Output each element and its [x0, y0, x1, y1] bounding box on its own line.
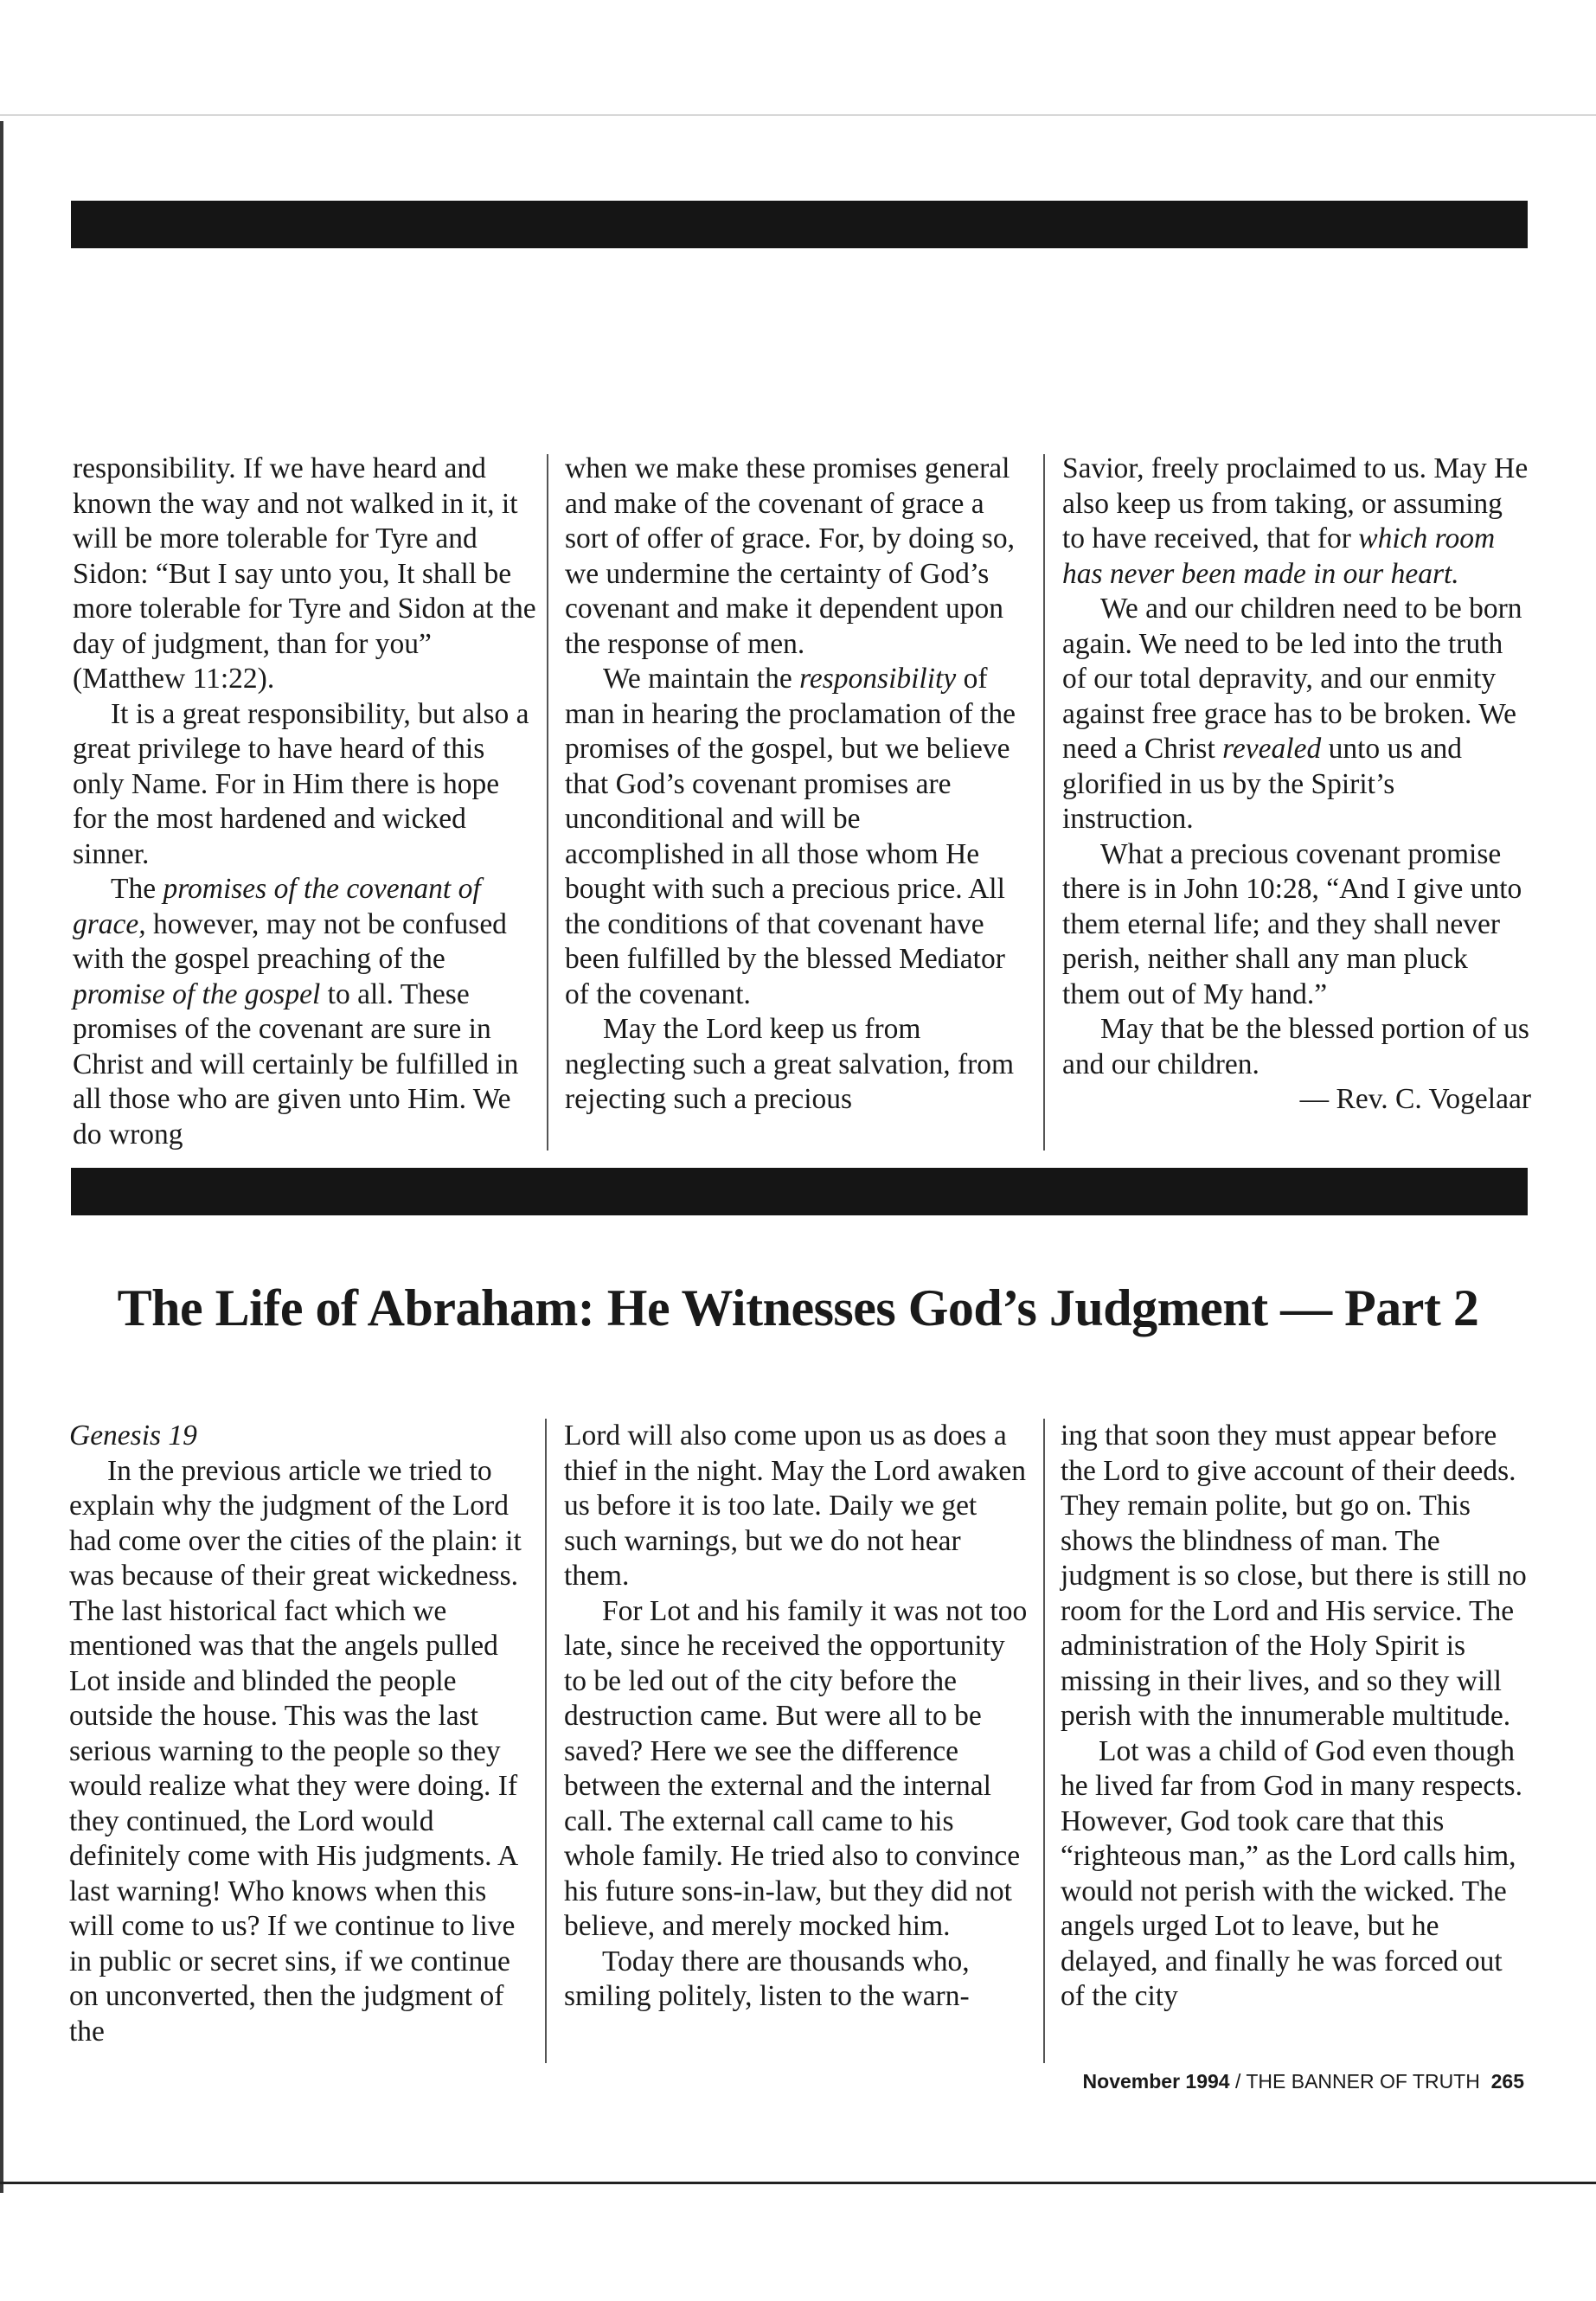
column-divider [1043, 454, 1045, 1150]
article-column-3 [1061, 1419, 1532, 2015]
scan-edge-left [0, 121, 3, 2193]
paragraph: What a precious covenant promise there is in John 10:28, “And I give unto them eternal life; and they shall never perish, neither shall any man pluck them out of My hand.” [1062, 837, 1522, 1010]
article-title: The Life of Abraham: He Witnesses God’s Judgment — Part 2 [117, 1279, 1479, 1336]
top-column-2 [565, 452, 1023, 1118]
page-number: 265 [1490, 2070, 1524, 2093]
paragraph: Lord will also come upon us as does a thief in the night. May the Lord awaken us before it is too late. Daily we get such warnings, but we do not hear them. [564, 1420, 1026, 1592]
top-column-1 [73, 452, 540, 1152]
section-divider-bar [71, 1168, 1528, 1215]
article-column-1 [69, 1419, 536, 2049]
paragraph: Savior, freely proclaimed to us. May He also keep us from taking, or assuming to have received, that for which room has never been made in our heart. [1062, 452, 1529, 590]
paragraph: when we make these promises general and make of the covenant of grace a sort of offer of grace. For, by doing so, we undermine the certainty of God’s covenant and make it dependent upon the response of men. [565, 452, 1015, 660]
author-signature: — Rev. C. Vogelaar [1299, 1083, 1531, 1115]
column-divider [545, 1419, 547, 2063]
paragraph: Lot was a child of God even though he lived far from God in many respects. However, God took care that this “righteous man,” as the Lord calls him, would not perish with the wicked. The angels urged Lot to leave, but he delayed, and finally he was forced out of the city [1061, 1734, 1522, 2012]
scan-edge-top [0, 114, 1596, 116]
paragraph: May that be the blessed portion of us and our children. [1062, 1013, 1529, 1080]
page-footer [1083, 2070, 1524, 2093]
top-decorative-bar [71, 201, 1528, 248]
paragraph: Today there are thousands who, smiling politely, listen to the warn- [564, 1945, 970, 2012]
issue-date: November 1994 [1082, 2070, 1230, 2093]
column-divider [547, 454, 548, 1150]
footer-separator: / [1229, 2070, 1247, 2093]
publication-name: THE BANNER OF TRUTH [1246, 2070, 1480, 2093]
paragraph: responsibility. If we have heard and known the way and not walked in it, it will be more tolerable for Tyre and Sidon: “But I say unto you, It shall be more tolerable for Tyre and Sidon at the day of judgment, than for you” (Matthew 11:22). [73, 452, 536, 695]
paragraph: In the previous article we tried to explain why the judgment of the Lord had come over the cities of the plain: it was because of their great wickedness. The last historical fact which we mentioned was that the angels pulled Lot inside and blinded the people outside the house. This was the last serious warning to the people so they would realize what they were doing. If they continued, the Lord would definitely come with His judgments. A last warning! Who knows when this will come to us? If we continue to live in public or secret sins, if we continue on unconverted, then the judgment of the [69, 1454, 522, 2048]
paragraph: It is a great responsibility, but also a great privilege to have heard of this only Name. For in Him there is hope for the most hardened and wicked sinner. [73, 697, 529, 870]
paragraph: For Lot and his family it was not too late, since he received the opportunity to be led out of the city before the destruction came. But were all to be saved? Here we see the difference between the external and the internal call. The external call came to his whole family. He tried also to convince his future sons-in-law, but they did not believe, and merely mocked him. [564, 1594, 1028, 1942]
scan-edge-bottom [0, 2182, 1596, 2184]
scripture-reference: Genesis 19 [69, 1420, 197, 1452]
top-column-3 [1062, 452, 1531, 1118]
paragraph: We and our children need to be born again. We need to be led into the truth of our total depravity, and our enmity against free grace has to be broken. We need a Christ revealed unto us and glorified in us by the Spirit’s instruction. [1062, 593, 1522, 835]
paragraph: ing that soon they must appear before the Lord to give account of their deeds. They remain polite, but go on. This shows the blindness of man. The judgment is so close, but there is still no room for the Lord and His service. The administration of the Holy Spirit is missing in their lives, and so they will perish with the innumerable multitude. [1061, 1420, 1527, 1732]
paragraph: We maintain the responsibility of man in hearing the proclamation of the promises of the gospel, but we believe that God’s covenant promises are unconditional and will be accomplished in all those whom He bought with such a precious price. All the conditions of that covenant have been fulfilled by the blessed Mediator of the covenant. [565, 663, 1016, 1010]
paragraph: The promises of the covenant of grace, however, may not be confused with the gospel preaching of the promise of the gospel to all. These promises of the covenant are sure in Christ and will certainly be fulfilled in all those who are given unto Him. We do wrong [73, 873, 519, 1150]
paragraph: May the Lord keep us from neglecting such a great salvation, from rejecting such a precious [565, 1013, 1015, 1115]
article-column-2 [564, 1419, 1031, 2015]
column-divider [1043, 1419, 1045, 2063]
